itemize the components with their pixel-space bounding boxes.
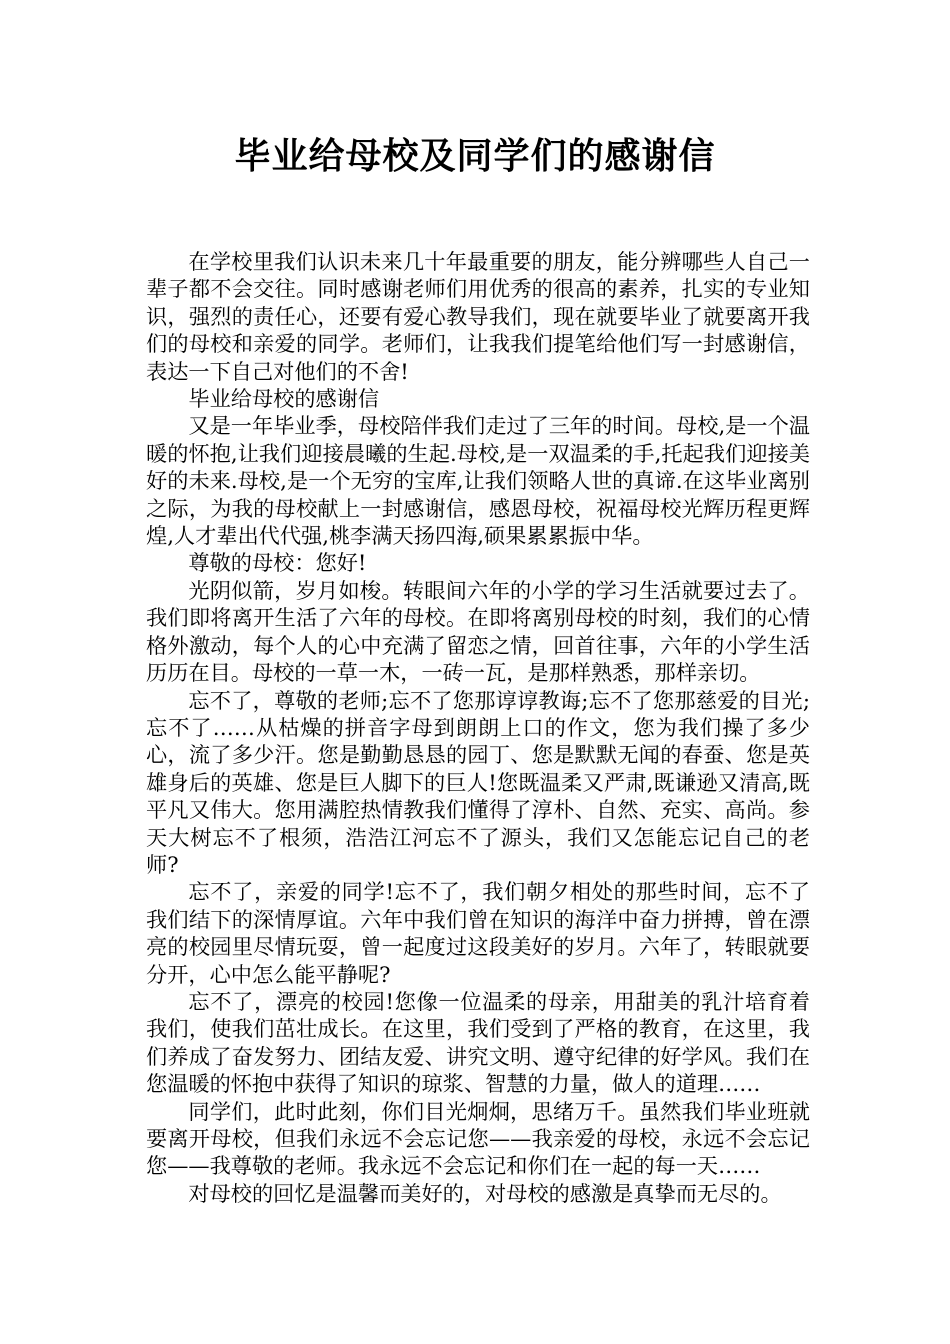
document-body	[146, 248, 810, 1207]
paragraph-graduation-season: 又是一年毕业季，母校陪伴我们走过了三年的时间。母校,是一个温暖的怀抱,让我们迎接晨曦的生起.母校,是一双温柔的手,托起我们迎接美好的未来.母校,是一个无穷的宝库,让我们领略人世的真谛.在这毕业离别之际，为我的母校献上一封感谢信，感恩母校，祝福母校光辉历程更辉煌,人才辈出代代强,桃李满天扬四海,硕果累累振中华。	[146, 413, 810, 549]
paragraph-classmates: 忘不了，亲爱的同学!忘不了，我们朝夕相处的那些时间，忘不了我们结下的深情厚谊。六年中我们曾在知识的海洋中奋力拼搏，曾在漂亮的校园里尽情玩耍，曾一起度过这段美好的岁月。六年了，转眼就要分开，心中怎么能平静呢?	[146, 879, 810, 987]
paragraph-intro: 在学校里我们认识未来几十年最重要的朋友，能分辨哪些人自己一辈子都不会交往。同时感谢老师们用优秀的很高的素养，扎实的专业知识，强烈的责任心，还要有爱心教导我们，现在就要毕业了就要离开我们的母校和亲爱的同学。老师们，让我我们提笔给他们写一封感谢信，表达一下自己对他们的不舍!	[146, 249, 810, 384]
paragraph-campus: 忘不了，漂亮的校园!您像一位温柔的母亲，用甜美的乳汁培育着我们，使我们茁壮成长。在这里，我们受到了严格的教育，在这里，我们养成了奋发努力、团结友爱、讲究文明、遵守纪律的好学风。我们在您温暖的怀抱中获得了知识的琼浆、智慧的力量，做人的道理……	[146, 988, 810, 1097]
paragraph-subtitle: 毕业给母校的感谢信	[188, 386, 380, 412]
document-title: 毕业给母校及同学们的感谢信	[234, 136, 716, 177]
paragraph-gratitude: 对母校的回忆是温馨而美好的，对母校的感激是真挚而无尽的。	[188, 1180, 782, 1206]
paragraph-time-flies: 光阴似箭，岁月如梭。转眼间六年的小学的学习生活就要过去了。我们即将离开生活了六年的母校。在即将离别母校的时刻，我们的心情格外激动，每个人的心中充满了留恋之情，回首往事，六年的小学生活历历在目。母校的一草一木，一砖一瓦，是那样熟悉，那样亲切。	[146, 577, 810, 686]
paragraph-teachers: 忘不了，尊敬的老师;忘不了您那谆谆教诲;忘不了您那慈爱的目光;忘不了……从枯燥的拼音字母到朗朗上口的作文，您为我们操了多少心，流了多少汗。您是勤勤恳恳的园丁、您是默默无闻的春蚕、您是英雄身后的英雄、您是巨人脚下的巨人!您既温柔又严肃,既谦逊又清高,既平凡又伟大。您用满腔热情教我们懂得了淳朴、自然、充实、高尚。参天大树忘不了根须，浩浩江河忘不了源头，我们又怎能忘记自己的老师?	[146, 687, 810, 877]
paragraph-salutation: 尊敬的母校：您好!	[188, 550, 367, 576]
paragraph-farewell: 同学们，此时此刻，你们目光炯炯，思绪万千。虽然我们毕业班就要离开母校，但我们永远不会忘记您——我亲爱的母校，永远不会忘记您——我尊敬的老师。我永远不会忘记和你们在一起的每一天……	[146, 1098, 810, 1179]
